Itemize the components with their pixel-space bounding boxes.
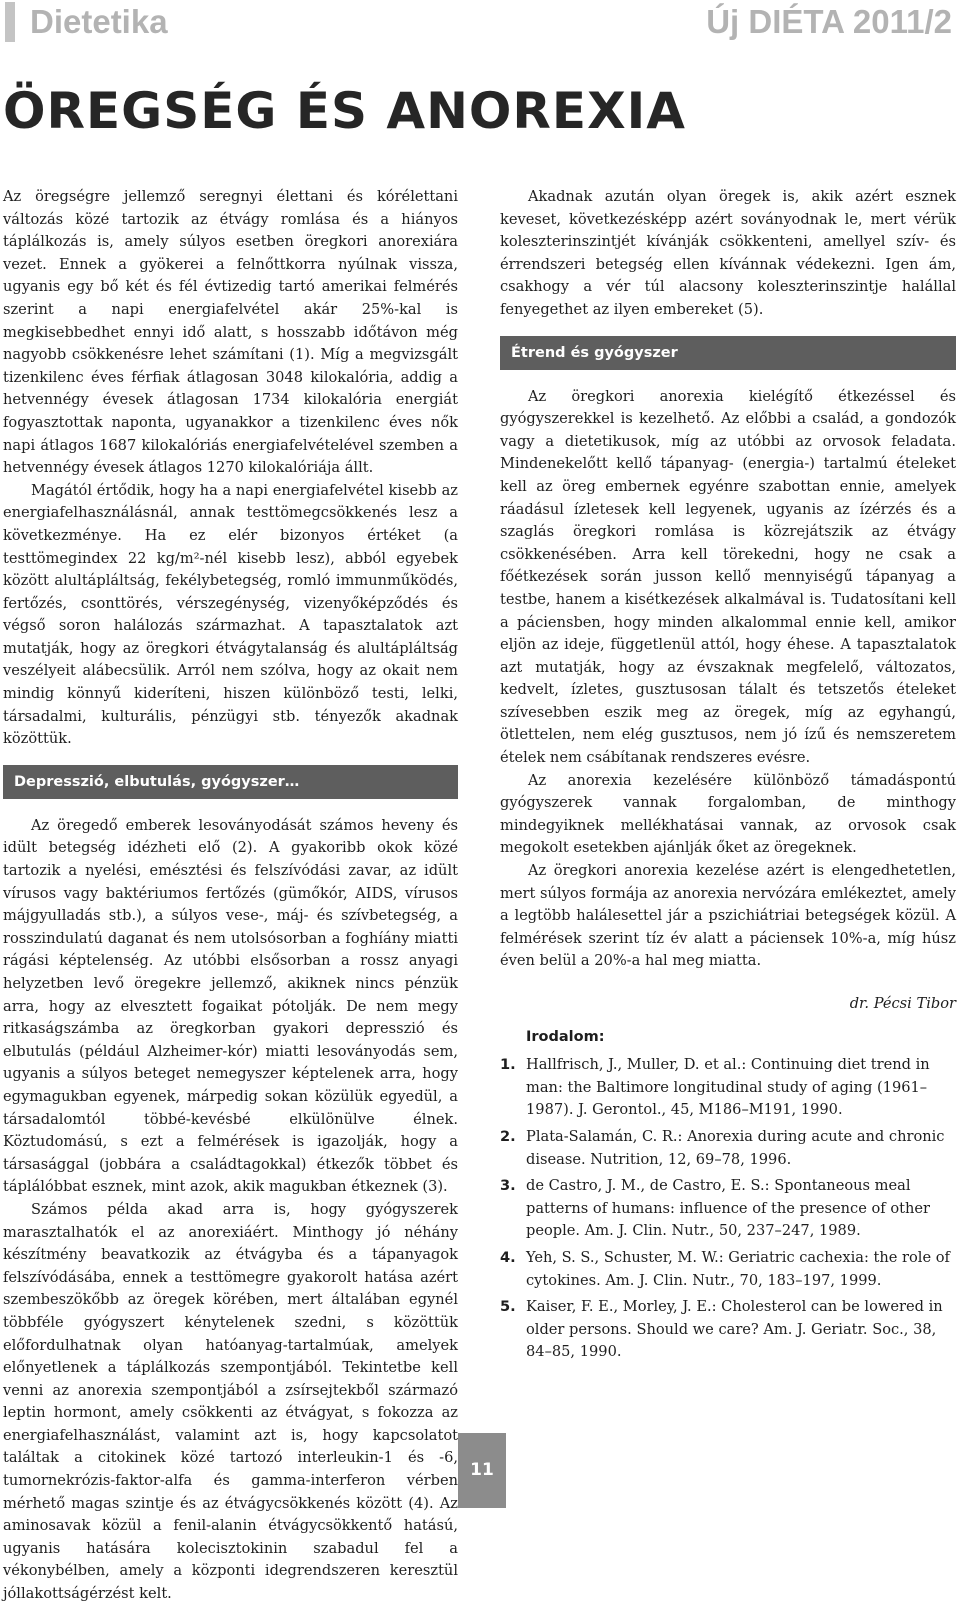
left-column — [3, 186, 458, 1606]
reference-text: de Castro, J. M., de Castro, E. S.: Spontaneous meal patterns of humans: influence of the presence of other people. Am. J. Clin. Nutr., 50, 237–247, 1989. — [526, 1177, 930, 1240]
reference-item — [500, 1247, 956, 1292]
references-list — [500, 1054, 956, 1364]
section1-paragraph-2: Számos példa akad arra is, hogy gyógyszerek marasztalhatók el az anorexiáért. Minthogy jó néhány készítmény beavatkozik az étvágyba és a tápanyagok felszívódásába, ennek a testtömegre gyakorolt hatása azért szembeszökőbb az öregek körében, mert általában egynél többféle gyógyszert kénytelenek szedni, s közöttük előfordulhatnak olyan hatóanyag-tartalmúak, amelyek előnyetlenek a táplálkozás szempontjából. Tekintetbe kell venni az anorexia szempontjából a zsírsejtekből származó leptin hormont, amely csökkenti az étvágyat, s fokozza az energiafelhasználást, valamint azt is, hogy kapcsolatot találtak a citokinek közé tartozó interleukin-1 és -6, tumornekrózis-faktor-alfa és gamma-interferon vérben mérhető magas szintje és az étvágycsökkenés között (4). Az aminosavak közül a fenil-alanin étvágycsökkentő hatású, ugyanis hatására kolecisztokinin szabadul fel a vékonybélben, amely a központi idegrendszeren keresztül jóllakottságérzést kelt. — [3, 1200, 458, 1603]
section2-paragraph-1: Az öregkori anorexia kielégítő étkezéssel és gyógyszerekkel is kezelhető. Az előbbi a család, a gondozók vagy a dietetikusok, míg az utóbbi az orvosok feladata. Mindenekelőtt kellő tápanyag- (energia-) tartalmú ételeket kell az öreg embernek egyénre szabottan ennie, amelyek ráadásul ízletesek kell legyenek, ugyanis az ízérzés és a szaglás öregkori romlása is közrejátszik az étvágy csökkenésében. Arra kell törekedni, hogy ne csak a főétkezések során jusson kellő mennyiségű tápanyag a testbe, hanem a kisétkezések alkalmával is. Tudatosítani kell a páciensben, hogy minden alkalommal ennie kell, amikor eljön az ideje, függetlenül attól, hogy éhese. A tapasztalatok azt mutatják, hogy az évszaknak megfelelő, változatos, kedvelt, ízletes, gusztusosan tálalt és tetszetős ételeket szívesebben eszik meg az öregek, míg az egyhangú, ötlettelen, nem elég gusztusos, nem jó ízű és nemszeretem ételek nem csábítanak rendszeres evésre. — [500, 387, 956, 767]
reference-text: Yeh, S. S., Schuster, M. W.: Geriatric cachexia: the role of cytokines. Am. J. Clin. Nutr., 70, 183–197, 1999. — [526, 1248, 950, 1289]
reference-item — [500, 1175, 956, 1243]
journal-issue: Új DIÉTA 2011/2 — [706, 3, 952, 40]
reference-item — [500, 1054, 956, 1122]
reference-text: Hallfrisch, J., Muller, D. et al.: Continuing diet trend in man: the Baltimore longitudinal study of aging (1961–1987). J. Gerontol., 45, M186–M191, 1990. — [526, 1056, 930, 1119]
references-title: Irodalom: — [526, 1028, 605, 1045]
section-name: Dietetika — [30, 3, 168, 40]
right-paragraph-1: Akadnak azután olyan öregek is, akik azért esznek keveset, következésképp azért soványodnak le, mert vérük koleszterinszintjét kívánják csökkenteni, amellyel szív- és érrendszeri betegség ellen kívánnak védekezni. Igen ám, csakhogy a vér túl alacsony koleszterinszintje halállal fenyegethet az ilyen embereket (5). — [500, 188, 956, 318]
reference-text: Plata-Salamán, C. R.: Anorexia during acute and chronic disease. Nutrition, 12, 69–78, 1996. — [526, 1127, 945, 1168]
section-heading-etrend: Étrend és gyógyszer — [500, 336, 956, 370]
author: dr. Pécsi Tibor — [849, 995, 956, 1012]
section2-paragraph-2: Az anorexia kezelésére különböző támadáspontú gyógyszerek vannak forgalomban, de minthogy mindegyiknek mellékhatásai vannak, az orvosok csak megokolt esetekben ajánlják őket az öregeknek. — [500, 771, 956, 857]
reference-number: 5. — [500, 1298, 516, 1316]
reference-number: 3. — [500, 1177, 516, 1195]
reference-number: 4. — [500, 1248, 516, 1266]
article-title: ÖREGSÉG ÉS ANOREXIA — [3, 82, 686, 140]
reference-item — [500, 1296, 956, 1364]
page-header — [0, 0, 960, 50]
reference-number: 2. — [500, 1127, 516, 1145]
intro-paragraph-2: Magától értődik, hogy ha a napi energiafelvétel kisebb az energiafelhasználásnál, annak testtömegcsökkenés lesz a következménye. Ha ez elér bizonyos értéket (a testtömegindex 22 kg/m²-nél kisebb lesz), abból egyebek között alultápláltság, fekélybetegség, romló immunműködés, fertőzés, csonttörés, vérszegénység, vizenyőképződés és végső soron halálozás származhat. A tapasztalatok azt mutatják, hogy az öregkori étvágytalanság és alultápláltság veszélyeit alábecsülik. Arról nem szólva, hogy az okait nem mindig könnyű kideríteni, hiszen különböző testi, lelki, társadalmi, kulturális, pénzügyi stb. tényezők akadnak közöttük. — [3, 481, 458, 748]
section2-paragraph-3: Az öregkori anorexia kezelése azért is elengedhetetlen, mert súlyos formája az anorexia nervózára emlékeztet, amely a legtöbb halálesettel jár a pszichiátriai betegségek közül. A felmérések szerint tíz év alatt a páciensek 10%-a, míg húsz éven belül a 20%-a hal meg miatta. — [500, 862, 956, 970]
header-accent-bar — [5, 2, 15, 42]
reference-text: Kaiser, F. E., Morley, J. E.: Cholesterol can be lowered in older persons. Should we care? Am. J. Geriatr. Soc., 38, 84–85, 1990. — [526, 1298, 943, 1361]
section1-paragraph-1: Az öregedő emberek lesoványodását számos heveny és idült betegség idézheti elő (2). A gyakoribb okok közé tartozik a nyelési, emésztési és felszívódási zavar, az idült vírusos vagy baktériumos fertőzés (gümőkór, AIDS, vírusos májgyulladás stb.), a súlyos vese-, máj- és szívbetegség, a rosszindulatú daganat és nem utolsósorban a foghíány miatti rágási képtelenség. Az utóbbi elsősorban a rossz anyagi helyzetben levő öregekre jellemző, akiknek nincs pénzük arra, hogy az elvesztett fogaikat pótolják. De nem megy ritkaságszámba az öregkorban gyakori depresszió és elbutulás (például Alzheimer-kór) miatti lesoványodás sem, ugyanis a súlyos beteget nemegyszer képtelenek arra, hogy egymagukban egyenek, márpedig sokan közülük egyedül, a társadalomtól többé-kevésbé elkülönülve élnek. Köztudomású, s ezt a felmérések is igazolják, hogy a társasággal (jobbára a családtagokkal) étkezők többet és táplálóbbat esznek, mint azok, akik magukban étkeznek (3). — [3, 816, 458, 1196]
section-heading-depresszio: Depresszió, elbutulás, gyógyszer… — [3, 765, 458, 799]
page-number: 11 — [458, 1433, 506, 1508]
reference-number: 1. — [500, 1056, 516, 1074]
intro-paragraph-1: Az öregségre jellemző seregnyi élettani és kórélettani változás közé tartozik az étvágy romlása és a hiányos táplálkozás is, amely súlyos esetben öregkori anorexiára vezet. Ennek a gyökerei a felnőttkorra nyúlnak vissza, ugyanis egy bő két és fél évtizedig tartó amerikai felmérés szerint a napi energiafelvétel akár 25%-kal is megkisebbedhet ennyi idő alatt, s hosszabb időtávon még nagyobb csökkenésre lehet számítani (1). Míg a megvizsgált tizenkilenc éves férfiak átlagosan 3048 kilokalória, addig a hetvennégy évesek átlagosan 1734 kilokalória energiát fogyasztottak naponta, ugyanakkor a tizenkilenc éves nők napi átlagos 1687 kilokalóriás energiafelvételével szemben a hetvennégy évesek átlagos 1270 kilokalóriája állt. — [3, 188, 458, 477]
reference-item — [500, 1126, 956, 1171]
right-column — [500, 186, 956, 1368]
